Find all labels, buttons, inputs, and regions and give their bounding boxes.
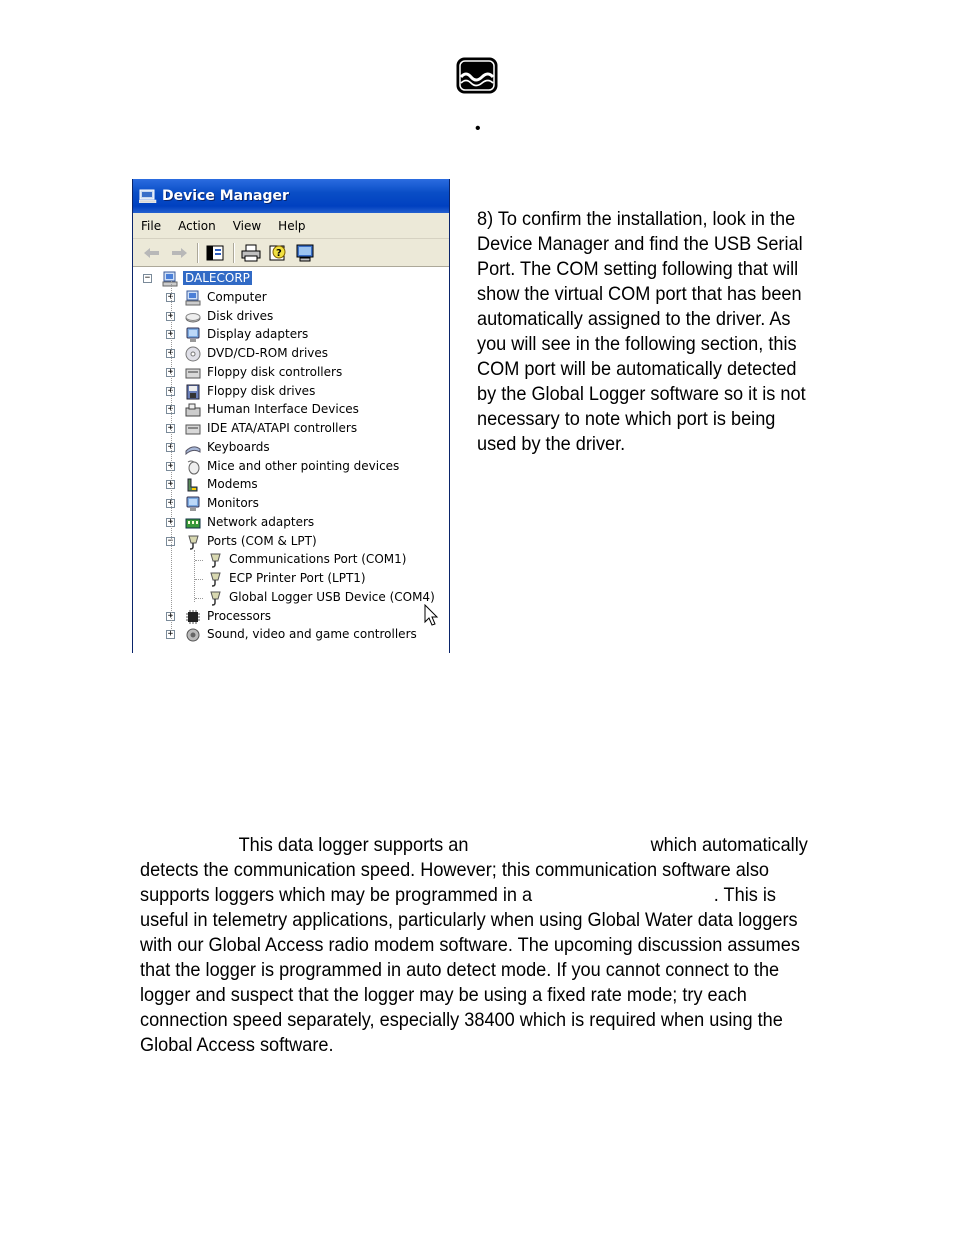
- port-icon: [207, 552, 223, 568]
- tree-node-sound-video-and-game-controllers[interactable]: [133, 626, 449, 645]
- scan-hardware-icon[interactable]: [294, 243, 316, 263]
- menu-view[interactable]: View: [232, 218, 262, 233]
- computer-icon: [185, 290, 201, 306]
- text-line: used by the driver.: [477, 433, 626, 455]
- tree-node-label: Floppy disk drives: [207, 383, 316, 398]
- step-8-instructions: [477, 207, 806, 457]
- tree-port-label: ECP Printer Port (LPT1): [229, 571, 366, 585]
- floppy-icon: [185, 384, 201, 400]
- text-line: COM port will be automatically detected: [477, 358, 797, 380]
- text-segment: which automatically: [650, 834, 808, 856]
- monitor-icon: [185, 327, 201, 343]
- expand-button[interactable]: +: [167, 404, 174, 415]
- text-line: 8) To confirm the installation, look in the: [477, 208, 796, 230]
- menu-help[interactable]: Help: [278, 218, 306, 233]
- text-line: by the Global Logger software so it is not: [477, 383, 806, 405]
- collapse-button[interactable]: −: [144, 273, 151, 283]
- tree-node-label: Processors: [207, 608, 272, 623]
- expand-button[interactable]: +: [167, 348, 174, 358]
- bullet-marker: •: [475, 120, 481, 137]
- expand-button[interactable]: +: [167, 441, 174, 452]
- text-line: [140, 833, 808, 858]
- tree-port-label: Communications Port (COM1): [229, 552, 407, 567]
- text-line: show the virtual COM port that has been: [477, 283, 802, 305]
- tree-node-network-adapters[interactable]: [133, 514, 449, 533]
- tree-node-modems[interactable]: [133, 476, 449, 495]
- expand-button[interactable]: +: [167, 291, 174, 302]
- tree-node-processors[interactable]: [133, 608, 449, 627]
- text-line: Port. The COM setting following that will: [477, 258, 799, 280]
- controller-icon: [185, 421, 201, 437]
- tree-node-computer[interactable]: [133, 289, 449, 308]
- expand-button[interactable]: +: [167, 479, 174, 490]
- expand-button[interactable]: +: [167, 610, 174, 621]
- toolbar: [133, 239, 449, 267]
- expand-button[interactable]: +: [167, 423, 174, 433]
- menu-action[interactable]: Action: [178, 218, 216, 233]
- expand-button[interactable]: +: [167, 629, 174, 640]
- text-segment: . This is: [713, 884, 776, 906]
- tree-node-floppy-disk-controllers[interactable]: [133, 364, 449, 383]
- tree-connector: [195, 560, 203, 561]
- expand-button[interactable]: +: [167, 366, 174, 377]
- sound-icon: [185, 627, 201, 643]
- port-icon: [185, 534, 201, 550]
- text-line: Global Access software.: [140, 1034, 334, 1056]
- controller-icon: [185, 365, 201, 381]
- expand-button[interactable]: +: [167, 310, 174, 321]
- collapse-button[interactable]: −: [167, 535, 174, 546]
- tree-port-node[interactable]: [133, 551, 449, 570]
- expand-button[interactable]: +: [167, 516, 174, 527]
- tree-node-label: DVD/CD-ROM drives: [207, 346, 329, 360]
- help-icon[interactable]: [267, 243, 289, 263]
- port-icon: [207, 590, 223, 606]
- text-line: connection speed separately, especially 38400 which is required when using the: [140, 1009, 783, 1031]
- monitor-icon: [185, 496, 201, 512]
- tree-node-label: Modems: [207, 477, 258, 492]
- text-line: that the logger is programmed in auto detect mode. If you cannot connect to the: [140, 959, 780, 981]
- port-icon: [207, 571, 223, 587]
- text-line: with our Global Access radio modem software. The upcoming discussion assumes: [140, 934, 800, 956]
- tree-node-keyboards[interactable]: [133, 439, 449, 458]
- text-line: [140, 883, 791, 908]
- print-icon[interactable]: [240, 243, 262, 263]
- back-arrow-icon[interactable]: [141, 243, 163, 263]
- tree-node-label: IDE ATA/ATAPI controllers: [207, 421, 358, 435]
- global-water-waves-logo-icon: [456, 57, 498, 94]
- modem-icon: [185, 477, 201, 493]
- tree-node-label: Keyboards: [207, 439, 270, 454]
- tree-node-label: Network adapters: [207, 514, 315, 529]
- expand-button[interactable]: +: [167, 329, 174, 340]
- expand-button[interactable]: +: [167, 385, 174, 396]
- forward-arrow-icon[interactable]: [168, 243, 190, 263]
- text-line: logger and suspect that the logger may be using a fixed rate mode; try each: [140, 984, 747, 1006]
- company-logo: [456, 57, 498, 94]
- tree-node-display-adapters[interactable]: [133, 326, 449, 345]
- tree-connector: [195, 579, 203, 580]
- toolbar-separator: [233, 243, 234, 263]
- text-line: necessary to note which port is being: [477, 408, 776, 430]
- title-bar: [133, 179, 449, 213]
- tree-node-label: Display adapters: [207, 327, 309, 342]
- text-line: you will see in the following section, this: [477, 333, 797, 355]
- hid-icon: [185, 402, 201, 418]
- device-manager-window: [132, 179, 450, 653]
- tree-connector: [194, 550, 195, 602]
- text-segment: supports loggers which may be programmed in a: [140, 884, 533, 906]
- text-line: automatically assigned to the driver. As: [477, 308, 791, 330]
- tree-port-label: Global Logger USB Device (COM4): [229, 589, 435, 604]
- keyboard-icon: [185, 440, 201, 456]
- computer-icon: [162, 271, 178, 287]
- tree-node-label: Sound, video and game controllers: [207, 627, 417, 642]
- tree-root-label: DALECORP: [185, 271, 250, 285]
- menu-bar: [133, 213, 449, 239]
- svg-text:?: ?: [276, 247, 282, 259]
- cd-drive-icon: [185, 346, 201, 362]
- tree-node-label: Floppy disk controllers: [207, 364, 343, 379]
- tree-node-ide-ata-atapi-controllers[interactable]: [133, 420, 449, 439]
- text-segment: This data logger supports an: [238, 834, 469, 856]
- processor-icon: [185, 609, 201, 625]
- tree-connector: [195, 598, 203, 599]
- text-line: detects the communication speed. However; this communication software also: [140, 859, 769, 881]
- toolbar-separator: [197, 243, 198, 263]
- device-tree: [133, 267, 449, 645]
- network-icon: [185, 515, 201, 531]
- text-line: Device Manager and find the USB Serial: [477, 233, 803, 255]
- menu-file[interactable]: File: [141, 218, 162, 233]
- tree-node-label: Mice and other pointing devices: [207, 458, 400, 473]
- mouse-cursor-icon: [424, 604, 440, 628]
- communication-speed-paragraph: [140, 833, 808, 1058]
- expand-button[interactable]: +: [167, 498, 174, 508]
- mouse-icon: [185, 459, 201, 475]
- tree-node-label: Human Interface Devices: [207, 402, 359, 417]
- tree-node-label: Computer: [207, 289, 267, 304]
- tree-node-disk-drives[interactable]: [133, 308, 449, 327]
- tree-node-label: Monitors: [207, 496, 259, 510]
- expand-button[interactable]: +: [167, 460, 174, 471]
- tree-connector: [171, 281, 172, 631]
- text-line: useful in telemetry applications, particularly when using Global Water data loggers: [140, 909, 798, 931]
- tree-port-node[interactable]: [133, 570, 449, 589]
- tree-node-dvd-cd-rom-drives[interactable]: [133, 345, 449, 364]
- properties-icon[interactable]: [204, 243, 226, 263]
- tree-node-ports-com-lpt[interactable]: [133, 533, 449, 552]
- tree-node-floppy-disk-drives[interactable]: [133, 383, 449, 402]
- window-title: Device Manager: [162, 188, 289, 204]
- tree-node-mice-and-other-pointing-devices[interactable]: [133, 458, 449, 477]
- tree-node-label: Ports (COM & LPT): [207, 533, 317, 548]
- tree-port-node[interactable]: [133, 589, 449, 608]
- disk-drive-icon: [185, 309, 201, 325]
- tree-node-monitors[interactable]: [133, 495, 449, 514]
- tree-node-human-interface-devices[interactable]: [133, 401, 449, 420]
- tree-root-node[interactable]: [133, 270, 449, 289]
- tree-node-label: Disk drives: [207, 308, 274, 323]
- computer-icon: [139, 189, 157, 203]
